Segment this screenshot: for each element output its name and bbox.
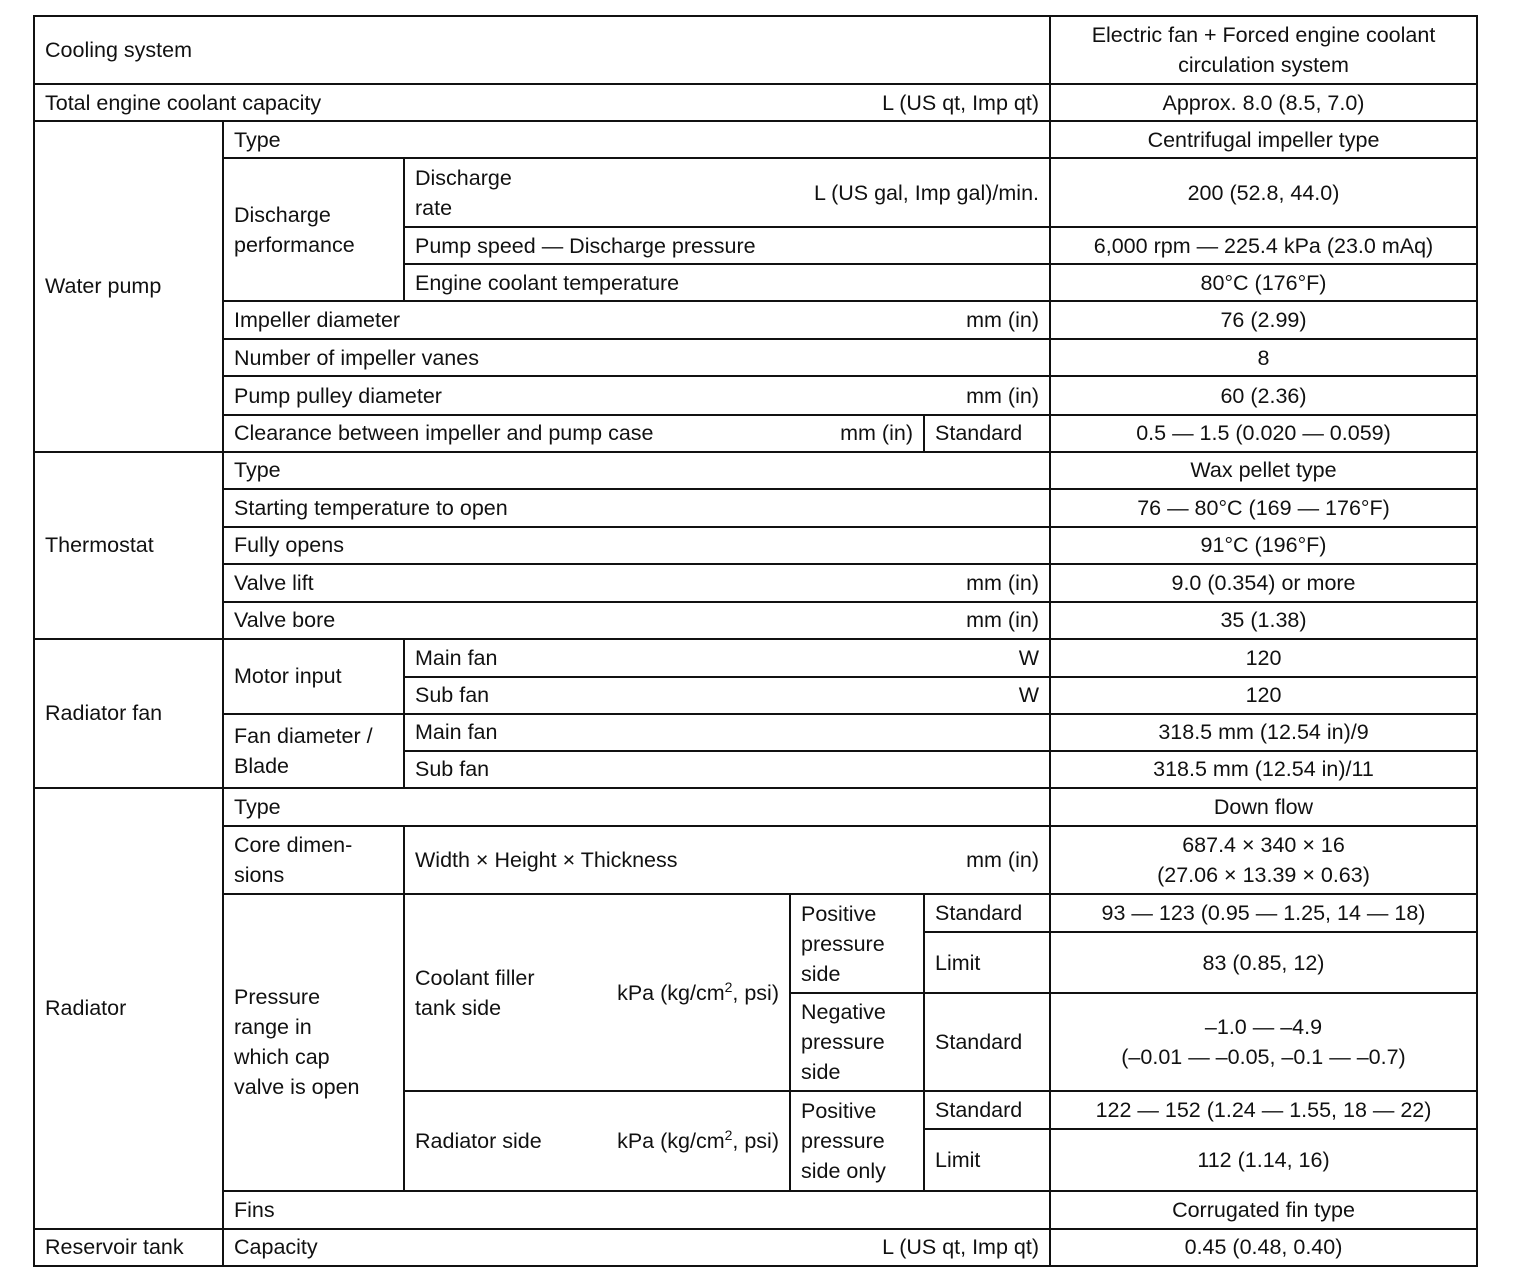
filler-tank-side-label: Coolant filler tank side kPa ($kg/cm^2$, psi) xyxy=(404,894,790,1091)
motor-sub-fan-label: Sub fan W xyxy=(404,677,1050,714)
valve-bore-value: 35 (1.38) xyxy=(1050,602,1477,639)
blade-sub-fan-label: Sub fan xyxy=(404,751,1050,788)
water-pump-type-label: Type xyxy=(223,121,1050,158)
section-radiator: Radiator xyxy=(34,788,223,1229)
table-row xyxy=(34,16,1477,84)
section-reservoir-tank: Reservoir tank xyxy=(34,1229,223,1266)
start-temp-value: 76 — 80°C (169 — 176°F) xyxy=(1050,489,1477,527)
table-row xyxy=(34,602,1477,639)
discharge-performance-label: Discharge performance xyxy=(223,158,404,301)
table-row xyxy=(34,489,1477,527)
reservoir-capacity-label: Capacity L (US qt, Imp qt) xyxy=(223,1229,1050,1266)
motor-sub-fan-value: 120 xyxy=(1050,677,1477,714)
table-row xyxy=(34,415,1477,452)
impeller-vanes-value: 8 xyxy=(1050,339,1477,376)
thermostat-type-label: Type xyxy=(223,452,1050,489)
filler-pos-limit-value: 83 (0.85, 12) xyxy=(1050,932,1477,993)
table-row xyxy=(34,714,1477,751)
clearance-label: Clearance between impeller and pump case mm (in) xyxy=(223,415,924,452)
header-label: Cooling system xyxy=(34,16,1050,84)
motor-main-fan-value: 120 xyxy=(1050,639,1477,677)
pulley-diameter-label: Pump pulley diameter mm (in) xyxy=(223,376,1050,414)
core-dimensions-label: Core dimen- sions xyxy=(223,826,404,894)
radiator-limit-value: 112 (1.14, 16) xyxy=(1050,1129,1477,1190)
table-row xyxy=(34,121,1477,158)
table-row xyxy=(34,826,1477,894)
positive-pressure-side-only-label: Positive pressure side only xyxy=(790,1091,924,1190)
filler-neg-standard-qualifier: Standard xyxy=(924,993,1050,1091)
fan-diameter-blade-label: Fan diameter / Blade xyxy=(223,714,404,788)
impeller-diameter-label: Impeller diameter mm (in) xyxy=(223,301,1050,339)
coolant-temp-label: Engine coolant temperature xyxy=(404,264,1050,301)
impeller-diameter-value: 76 (2.99) xyxy=(1050,301,1477,339)
pressure-range-label: Pressure range in which cap valve is open xyxy=(223,894,404,1190)
table-row xyxy=(34,564,1477,602)
radiator-type-label: Type xyxy=(223,788,1050,826)
table-row xyxy=(34,1191,1477,1229)
filler-pos-standard-qualifier: Standard xyxy=(924,894,1050,932)
core-measure-label: Width × Height × Thickness mm (in) xyxy=(404,826,1050,894)
valve-bore-label: Valve bore mm (in) xyxy=(223,602,1050,639)
positive-pressure-side-label: Positive pressure side xyxy=(790,894,924,993)
section-radiator-fan: Radiator fan xyxy=(34,639,223,788)
table-row xyxy=(34,639,1477,677)
valve-lift-label: Valve lift mm (in) xyxy=(223,564,1050,602)
valve-lift-value: 9.0 (0.354) or more xyxy=(1050,564,1477,602)
coolant-temp-value: 80°C (176°F) xyxy=(1050,264,1477,301)
core-dimensions-value: 687.4 × 340 × 16 (27.06 × 13.39 × 0.63) xyxy=(1050,826,1477,894)
table-row xyxy=(34,301,1477,339)
impeller-vanes-label: Number of impeller vanes xyxy=(223,339,1050,376)
radiator-standard-qualifier: Standard xyxy=(924,1091,1050,1129)
discharge-rate-value: 200 (52.8, 44.0) xyxy=(1050,158,1477,227)
coolant-capacity-label: Total engine coolant capacity L (US qt, Imp qt) xyxy=(34,84,1050,121)
blade-main-fan-label: Main fan xyxy=(404,714,1050,751)
coolant-capacity-value: Approx. 8.0 (8.5, 7.0) xyxy=(1050,84,1477,121)
blade-sub-fan-value: 318.5 mm (12.54 in)/11 xyxy=(1050,751,1477,788)
table-row xyxy=(34,158,1477,227)
discharge-rate-label: Discharge rate L (US gal, Imp gal)/min. xyxy=(404,158,1050,227)
cooling-system-spec-table xyxy=(33,15,1478,1267)
clearance-value: 0.5 — 1.5 (0.020 — 0.059) xyxy=(1050,415,1477,452)
radiator-type-value: Down flow xyxy=(1050,788,1477,826)
table-row xyxy=(34,894,1477,932)
filler-pos-standard-value: 93 — 123 (0.95 — 1.25, 14 — 18) xyxy=(1050,894,1477,932)
negative-pressure-side-label: Negative pressure side xyxy=(790,993,924,1091)
pump-speed-value: 6,000 rpm — 225.4 kPa (23.0 mAq) xyxy=(1050,227,1477,264)
radiator-side-label: Radiator side kPa ($kg/cm^2$, psi) xyxy=(404,1091,790,1190)
fully-opens-value: 91°C (196°F) xyxy=(1050,527,1477,564)
table-row xyxy=(34,452,1477,489)
table-row xyxy=(34,84,1477,121)
fins-label: Fins xyxy=(223,1191,1050,1229)
clearance-qualifier: Standard xyxy=(924,415,1050,452)
radiator-standard-value: 122 — 152 (1.24 — 1.55, 18 — 22) xyxy=(1050,1091,1477,1129)
table-row xyxy=(34,376,1477,414)
reservoir-capacity-value: 0.45 (0.48, 0.40) xyxy=(1050,1229,1477,1266)
motor-input-label: Motor input xyxy=(223,639,404,714)
section-water-pump: Water pump xyxy=(34,121,223,451)
thermostat-type-value: Wax pellet type xyxy=(1050,452,1477,489)
table-row xyxy=(34,339,1477,376)
table-row xyxy=(34,1229,1477,1266)
blade-main-fan-value: 318.5 mm (12.54 in)/9 xyxy=(1050,714,1477,751)
table-row xyxy=(34,788,1477,826)
water-pump-type-value: Centrifugal impeller type xyxy=(1050,121,1477,158)
motor-main-fan-label: Main fan W xyxy=(404,639,1050,677)
pump-speed-label: Pump speed — Discharge pressure xyxy=(404,227,1050,264)
table-row xyxy=(34,527,1477,564)
start-temp-label: Starting temperature to open xyxy=(223,489,1050,527)
header-value: Electric fan + Forced engine coolant circulation system xyxy=(1050,16,1477,84)
filler-neg-standard-value: –1.0 — –4.9 (–0.01 — –0.05, –0.1 — –0.7) xyxy=(1050,993,1477,1091)
fully-opens-label: Fully opens xyxy=(223,527,1050,564)
section-thermostat: Thermostat xyxy=(34,452,223,639)
fins-value: Corrugated fin type xyxy=(1050,1191,1477,1229)
filler-pos-limit-qualifier: Limit xyxy=(924,932,1050,993)
pulley-diameter-value: 60 (2.36) xyxy=(1050,376,1477,414)
radiator-limit-qualifier: Limit xyxy=(924,1129,1050,1190)
